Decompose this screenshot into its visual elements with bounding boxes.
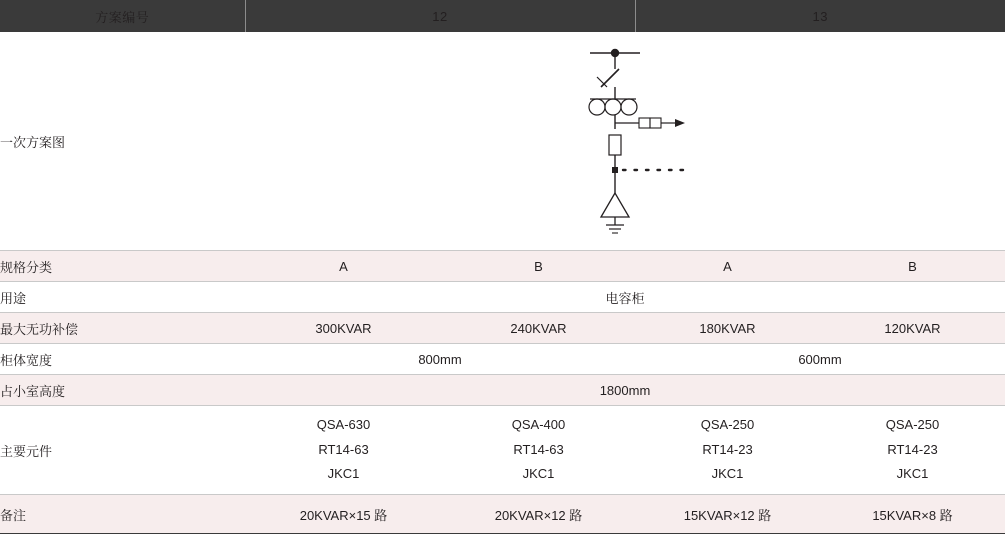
component-item: JKC1 [711,466,744,482]
max-comp-a-12: 300KVAR [315,320,372,336]
header-scheme-13: 13 [635,0,1005,32]
max-comp-b-12: 240KVAR [510,320,567,336]
components-b-13 [820,406,1005,494]
components-a-12 [245,406,442,494]
diagram-row-label: 一次方案图 [0,32,245,250]
one-line-diagram [245,32,1005,250]
remark-b-13: 15KVAR×8 路 [872,507,953,523]
component-item: RT14-23 [887,441,938,457]
component-item: RT14-23 [702,441,753,457]
component-item: QSA-250 [700,416,755,432]
row-label-use: 用途 [0,290,27,306]
component-item: JKC1 [896,466,929,482]
room-height-value: 1800mm [599,382,651,398]
row-spec-class [0,251,1005,281]
use-value: 电容柜 [605,290,645,306]
component-item: JKC1 [327,466,360,482]
header-scheme-label: 方案编号 [0,0,245,32]
row-label-remark: 备注 [0,507,27,523]
cabinet-width-13: 600mm [798,351,842,367]
bottom-rule [0,533,1005,534]
table-header-row [0,0,1005,32]
spec-class-a-13: A [723,258,732,274]
row-use [0,282,1005,312]
row-room-height [0,375,1005,405]
row-cabinet-width [0,344,1005,374]
components-a-13 [635,406,820,494]
spec-class-a-12: A [339,258,348,274]
max-comp-b-13: 120KVAR [884,320,941,336]
max-comp-a-13: 180KVAR [699,320,756,336]
row-remark [0,495,1005,533]
diagram-cell [245,32,1005,250]
component-item: QSA-250 [885,416,940,432]
spec-class-b-13: B [908,258,917,274]
cabinet-width-12: 800mm [418,351,462,367]
remark-b-12: 20KVAR×12 路 [494,507,583,523]
row-label-max-compensation: 最大无功补偿 [0,321,79,337]
row-label-cabinet-width: 柜体宽度 [0,352,53,368]
component-item: QSA-400 [511,416,566,432]
component-item: JKC1 [522,466,555,482]
row-label-spec-class: 规格分类 [0,259,53,275]
components-b-12 [442,406,635,494]
spec-class-b-12: B [534,258,543,274]
diagram-row [0,32,1005,250]
remark-a-13: 15KVAR×12 路 [683,507,772,523]
row-max-compensation [0,313,1005,343]
component-item: RT14-63 [318,441,369,457]
row-label-main-components: 主要元件 [0,443,53,459]
row-main-components [0,406,1005,494]
component-item: RT14-63 [513,441,564,457]
remark-a-12: 20KVAR×15 路 [299,507,388,523]
row-label-room-height: 占小室高度 [0,383,66,399]
component-item: QSA-630 [316,416,371,432]
header-scheme-12: 12 [245,0,635,32]
